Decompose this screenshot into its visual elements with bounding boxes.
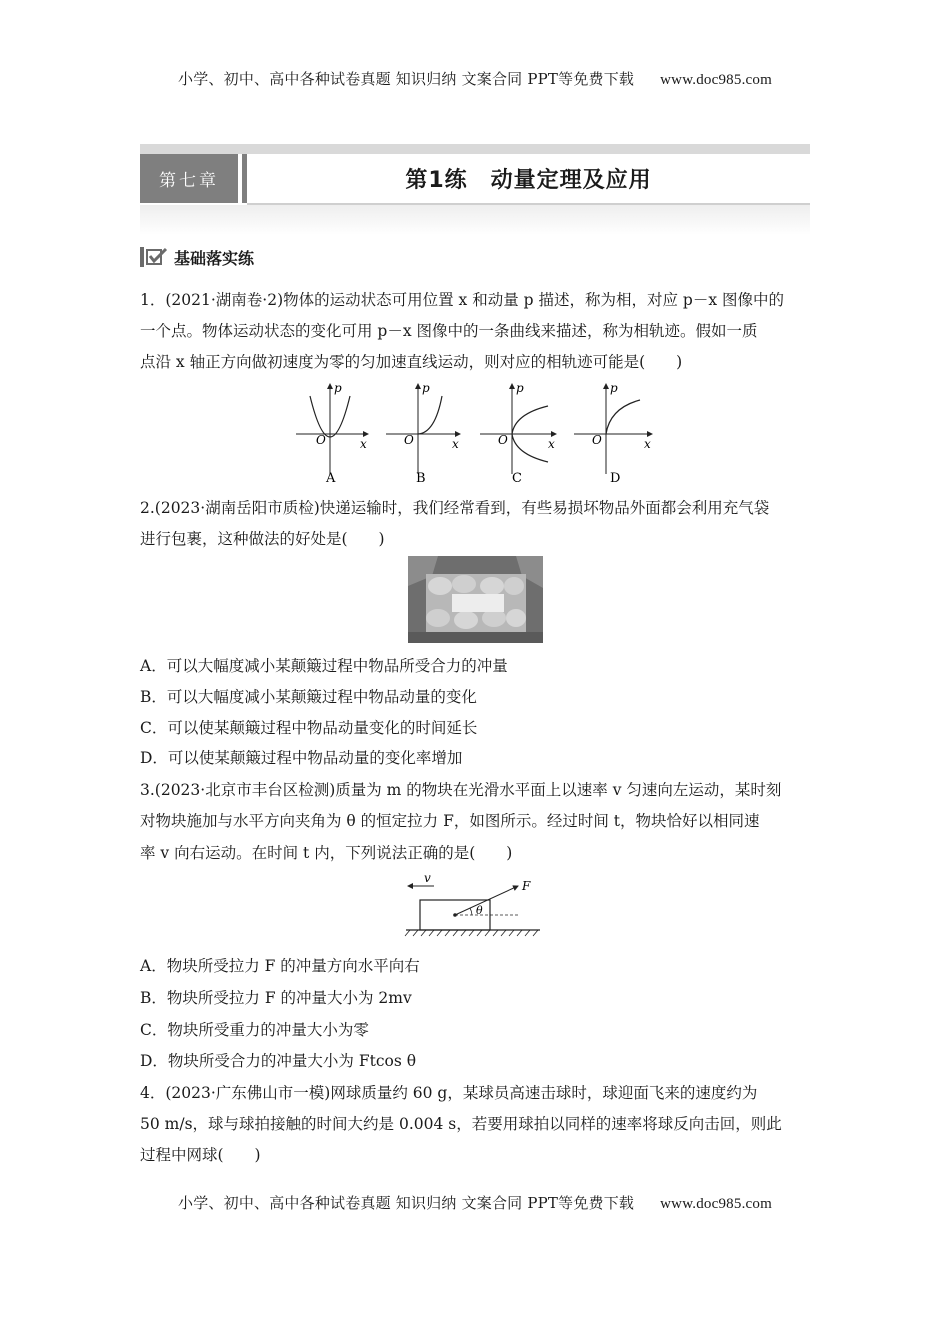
page-footer (0, 1192, 950, 1213)
chapter-banner (140, 144, 810, 236)
q2-line-2: 进行包裹，这种做法的好处是( ) (140, 530, 385, 548)
footer-text: 小学、初中、高中各种试卷真题 知识归纳 文案合同 PPT等免费下载 (178, 1194, 635, 1212)
header-text: 小学、初中、高中各种试卷真题 知识归纳 文案合同 PPT等免费下载 (178, 70, 635, 88)
q2-option-a: A．可以大幅度减小某颠簸过程中物品所受合力的冲量 (140, 657, 508, 675)
q2-option-c: C．可以使某颠簸过程中物品动量变化的时间延长 (140, 719, 478, 737)
q4-line-1: 4．(2023·广东佛山市一模)网球质量约 60 g，某球员高速击球时，球迎面飞来的速度约为 (140, 1084, 758, 1102)
section-heading (140, 244, 254, 270)
q3-option-b: B．物块所受拉力 F 的冲量大小为 2mv (140, 989, 412, 1007)
graph-d-origin: O (592, 433, 602, 447)
graph-a-origin: O (316, 433, 326, 447)
banner-top-strip (140, 144, 810, 154)
graph-b-x: x (452, 437, 459, 451)
velocity-label: v (424, 874, 431, 885)
title-area (247, 154, 810, 205)
graph-a-p: p (334, 381, 342, 395)
q3-option-d: D．物块所受合力的冲量大小为 Ftcos θ (140, 1052, 417, 1070)
graph-c-x: x (548, 437, 555, 451)
q4-line-3: 过程中网球( ) (140, 1146, 261, 1164)
graph-a (296, 381, 368, 486)
q1-line-2: 一个点。物体运动状态的变化可用 p－x 图像中的一条曲线来描述，称为相轨迹。假如一质 (140, 322, 758, 340)
graph-c (480, 381, 556, 486)
graph-d-x: x (644, 437, 651, 451)
page-header (0, 68, 950, 89)
theta-label: θ (476, 904, 483, 917)
graph-a-x: x (360, 437, 367, 451)
graph-d-label: D (610, 471, 621, 486)
footer-site[interactable]: www.doc985.com (660, 1196, 772, 1212)
q3-line-2: 对物块施加与水平方向夹角为 θ 的恒定拉力 F，如图所示。经过时间 t，物块恰好以相同速 (140, 812, 760, 830)
q1-graphs (290, 378, 660, 486)
banner-shadow (140, 205, 810, 235)
q3-line-3: 率 v 向右运动。在时间 t 内，下列说法正确的是( ) (140, 844, 513, 862)
q2-option-d: D．可以使某颠簸过程中物品动量的变化率增加 (140, 749, 463, 767)
q2-option-b: B．可以大幅度减小某颠簸过程中物品动量的变化 (140, 688, 477, 706)
graph-c-label: C (512, 471, 522, 486)
section-label: 基础落实练 (174, 248, 255, 268)
packaging-photo (408, 556, 543, 643)
graph-c-origin: O (498, 433, 508, 447)
q3-option-c: C．物块所受重力的冲量大小为零 (140, 1021, 369, 1039)
graph-a-label: A (326, 471, 336, 486)
chapter-label: 第七章 (140, 154, 238, 203)
header-site[interactable]: www.doc985.com (660, 72, 772, 88)
graph-c-p: p (516, 381, 524, 395)
graph-b-p: p (422, 381, 430, 395)
section-bar (140, 247, 144, 267)
graph-b-label: B (416, 471, 426, 486)
page-title: 第1练 动量定理及应用 (405, 168, 652, 193)
graph-d (574, 381, 652, 486)
graph-d-p: p (610, 381, 618, 395)
q1-line-1: 1．(2021·湖南卷·2)物体的运动状态可用位置 x 和动量 p 描述，称为相，对应 p－x 图像中的 (140, 291, 785, 309)
q3-line-1: 3.(2023·北京市丰台区检测)质量为 m 的物块在光滑水平面上以速率 v 匀速向左运动，某时刻 (140, 781, 782, 799)
force-label: F (522, 879, 531, 893)
graph-b-origin: O (404, 433, 414, 447)
checkmark-icon (146, 247, 168, 267)
force-diagram (400, 874, 545, 940)
graph-b (386, 381, 460, 486)
q1-line-3: 点沿 x 轴正方向做初速度为零的匀加速直线运动，则对应的相轨迹可能是( ) (140, 353, 683, 371)
q2-line-1: 2.(2023·湖南岳阳市质检)快递运输时，我们经常看到，有些易损坏物品外面都会利用充气袋 (140, 499, 770, 517)
q3-option-a: A．物块所受拉力 F 的冲量方向水平向右 (140, 957, 420, 975)
q4-line-2: 50 m/s，球与球拍接触的时间大约是 0.004 s，若要用球拍以同样的速率将球反向击回，则此 (140, 1115, 782, 1133)
